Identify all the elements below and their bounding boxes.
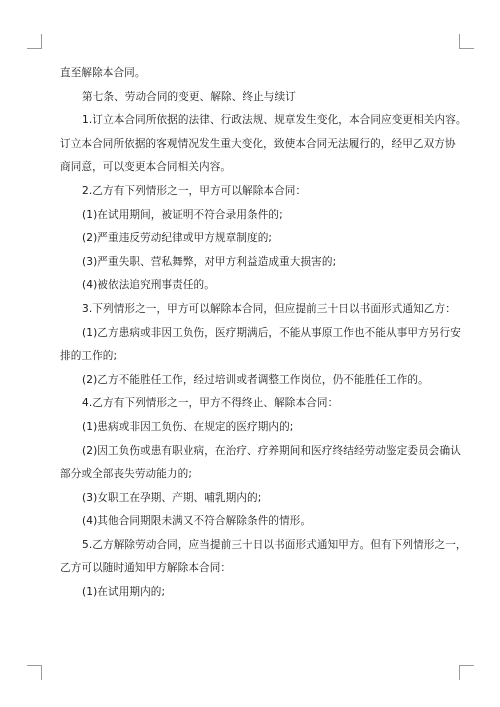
text-line: 订立本合同所依据的客观情况发生重大变化，致使本合同无法履行的，经甲乙双方协 <box>60 137 456 150</box>
text-line: 2.乙方有下列情形之一，甲方可以解除本合同： <box>82 184 307 197</box>
list-item: (1)在试用期内的; <box>82 586 166 599</box>
list-item: (1)乙方患病或非因工负伤，医疗期满后，不能从事原工作也不能从事甲方另行安 <box>82 326 461 339</box>
text-line: 4.乙方有下列情形之一，甲方不得终止、解除本合同： <box>82 397 339 410</box>
list-item: (2)因工负伤或患有职业病，在治疗、疗养期间和医疗终结经劳动鉴定委员会确认 <box>82 444 461 457</box>
crop-mark-top-right <box>459 34 474 49</box>
text-line: 乙方可以随时通知甲方解除本合同： <box>60 562 232 575</box>
text-line: 部分或全部丧失劳动能力的; <box>60 468 192 481</box>
list-item: (1)患病或非因工负伤、在规定的医疗期内的; <box>82 420 294 433</box>
list-item: (2)乙方不能胜任工作，经过培训或者调整工作岗位，仍不能胜任工作的。 <box>82 373 429 386</box>
list-item: (2)严重违反劳动纪律或甲方规章制度的; <box>82 232 273 245</box>
text-line: 3.下列情形之一，甲方可以解除本合同，但应提前三十日以书面形式通知乙方： <box>82 302 456 315</box>
text-line: 5.乙方解除劳动合同，应当提前三十日以书面形式通知甲方。但有下列情形之一， <box>82 538 467 551</box>
crop-mark-bottom-right <box>459 665 474 680</box>
crop-mark-bottom-left <box>27 665 42 680</box>
section-heading: 第七条、劳动合同的变更、解除、终止与续订 <box>82 90 296 103</box>
list-item: (3)严重失职、营私舞弊，对甲方利益造成重大损害的; <box>82 255 337 268</box>
text-line: 1.订立本合同所依据的法律、行政法规、规章发生变化，本合同应变更相关内容。 <box>82 114 467 127</box>
text-line: 直至解除本合同。 <box>60 67 146 79</box>
list-item: (3)女职工在孕期、产期、哺乳期内的; <box>82 491 262 504</box>
list-item: (4)其他合同期限未满又不符合解除条件的情形。 <box>82 515 312 528</box>
document-body <box>60 62 467 605</box>
text-line: 排的工作的; <box>60 350 118 363</box>
list-item: (4)被依法追究刑事责任的。 <box>82 279 215 292</box>
text-line: 商同意，可以变更本合同相关内容。 <box>60 161 232 174</box>
list-item: (1)在试用期间，被证明不符合录用条件的; <box>82 208 283 221</box>
crop-mark-top-left <box>27 34 42 49</box>
